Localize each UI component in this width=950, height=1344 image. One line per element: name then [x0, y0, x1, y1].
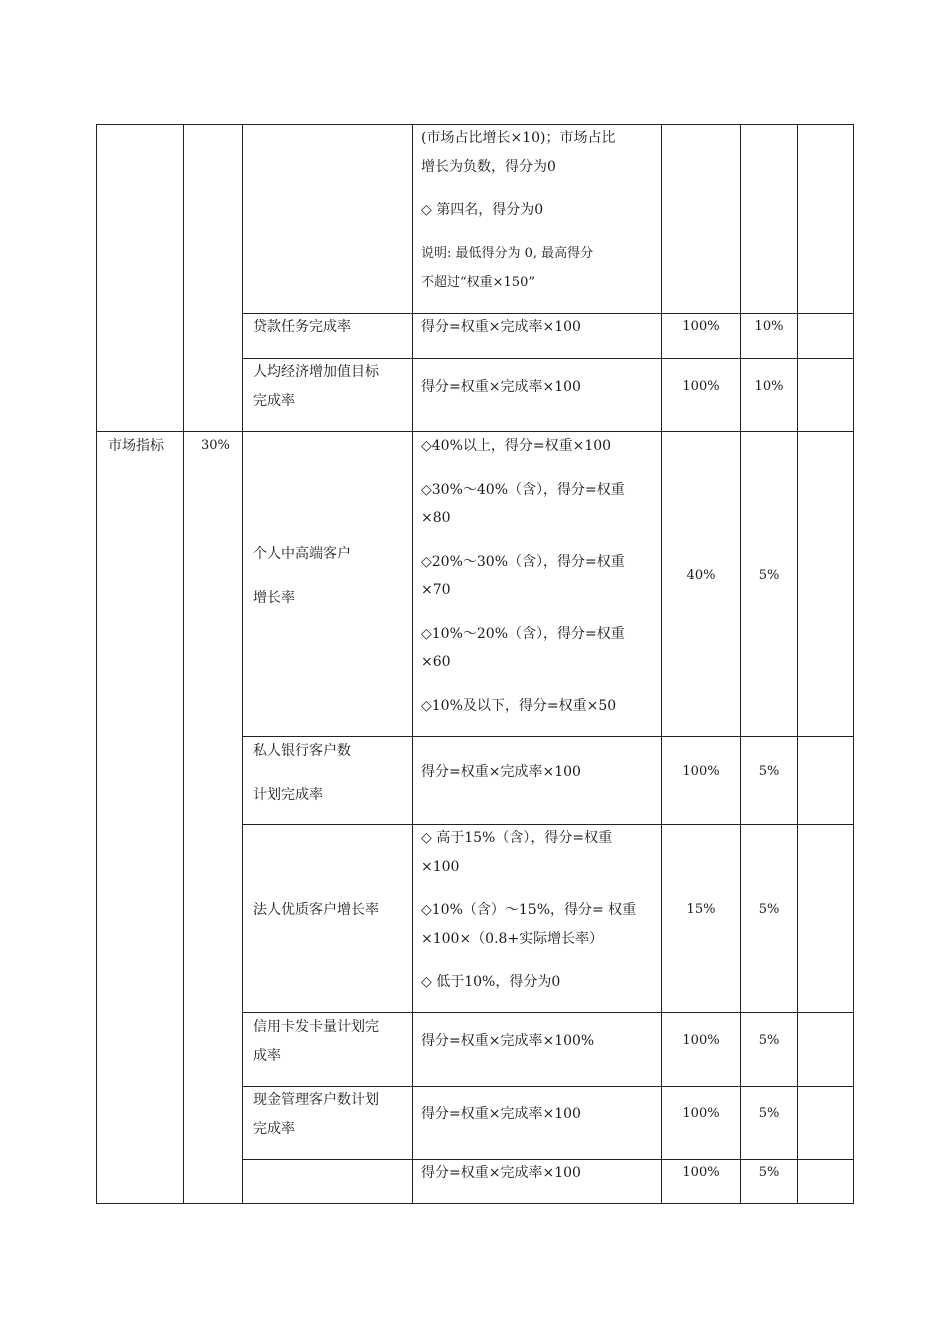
section-weight: 30% [201, 438, 230, 453]
weight-value: 5% [758, 568, 780, 583]
indicator-name: 法人优质客户增长率 [253, 902, 379, 918]
target-value: 15% [686, 902, 716, 917]
rule-line [96, 124, 97, 1204]
rule-line [797, 124, 798, 1204]
rule-text: ×80 [421, 510, 451, 526]
target-value: 100% [682, 379, 720, 394]
rule-text: 得分=权重×完成率×100 [421, 379, 581, 395]
rule-text: 得分=权重×完成率×100% [421, 1033, 595, 1049]
weight-value: 5% [758, 1033, 780, 1048]
rule-text: ◇10%（含）～15%，得分= 权重 [421, 902, 637, 918]
rule-text: ◇30%～40%（含），得分=权重 [421, 482, 625, 498]
target-value: 100% [682, 1165, 720, 1180]
note-text: 说明: 最低得分为 0, 最高得分 [421, 246, 594, 261]
indicator-name: 信用卡发卡量计划完 [253, 1019, 379, 1035]
section-label: 市场指标 [108, 438, 164, 454]
indicator-name: 成率 [253, 1048, 281, 1064]
rule-line [242, 124, 243, 1204]
target-value: 40% [686, 568, 716, 583]
rule-text: ×100×（0.8+实际增长率） [421, 931, 604, 947]
weight-value: 5% [758, 764, 780, 779]
rule-line [412, 124, 413, 1204]
rule-text: 得分=权重×完成率×100 [421, 764, 581, 780]
rule-text: ◇20%～30%（含），得分=权重 [421, 554, 625, 570]
weight-value: 5% [758, 902, 780, 917]
rule-text: ◇ 低于10%，得分为0 [421, 974, 561, 990]
indicator-name: 人均经济增加值目标 [253, 364, 379, 380]
rule-text: ◇10%及以下，得分=权重×50 [421, 698, 617, 714]
indicator-name: 计划完成率 [253, 787, 323, 803]
indicator-name: 贷款任务完成率 [253, 319, 351, 335]
rule-text: ◇ 高于15%（含），得分=权重 [421, 830, 613, 846]
indicator-name: 完成率 [253, 393, 295, 409]
rule-text: ×70 [421, 582, 451, 598]
weight-value: 5% [758, 1165, 780, 1180]
weight-value: 10% [754, 319, 784, 334]
weight-value: 10% [754, 379, 784, 394]
rule-text: 增长为负数，得分为0 [421, 159, 556, 175]
target-value: 100% [682, 1033, 720, 1048]
indicator-name: 增长率 [253, 590, 295, 606]
rule-line [853, 124, 854, 1204]
rule-text: 得分=权重×完成率×100 [421, 319, 581, 335]
target-value: 100% [682, 764, 720, 779]
note-text: 不超过“权重×150” [421, 275, 535, 290]
rule-text: (市场占比增长×10)；市场占比 [421, 130, 616, 146]
rule-text: ◇40%以上，得分=权重×100 [421, 438, 612, 454]
indicator-name: 完成率 [253, 1121, 295, 1137]
target-value: 100% [682, 1106, 720, 1121]
indicator-name: 个人中高端客户 [253, 546, 351, 562]
indicator-name: 私人银行客户数 [253, 743, 351, 759]
rule-text: 得分=权重×完成率×100 [421, 1165, 581, 1181]
rule-text: ×60 [421, 654, 451, 670]
target-value: 100% [682, 319, 720, 334]
rule-line [183, 124, 184, 1204]
weight-value: 5% [758, 1106, 780, 1121]
rule-text: ◇10%～20%（含），得分=权重 [421, 626, 625, 642]
rule-text: 得分=权重×完成率×100 [421, 1106, 581, 1122]
rule-text: ×100 [421, 859, 460, 875]
rule-text: ◇ 第四名，得分为0 [421, 202, 544, 218]
indicator-name: 现金管理客户数计划 [253, 1092, 379, 1108]
